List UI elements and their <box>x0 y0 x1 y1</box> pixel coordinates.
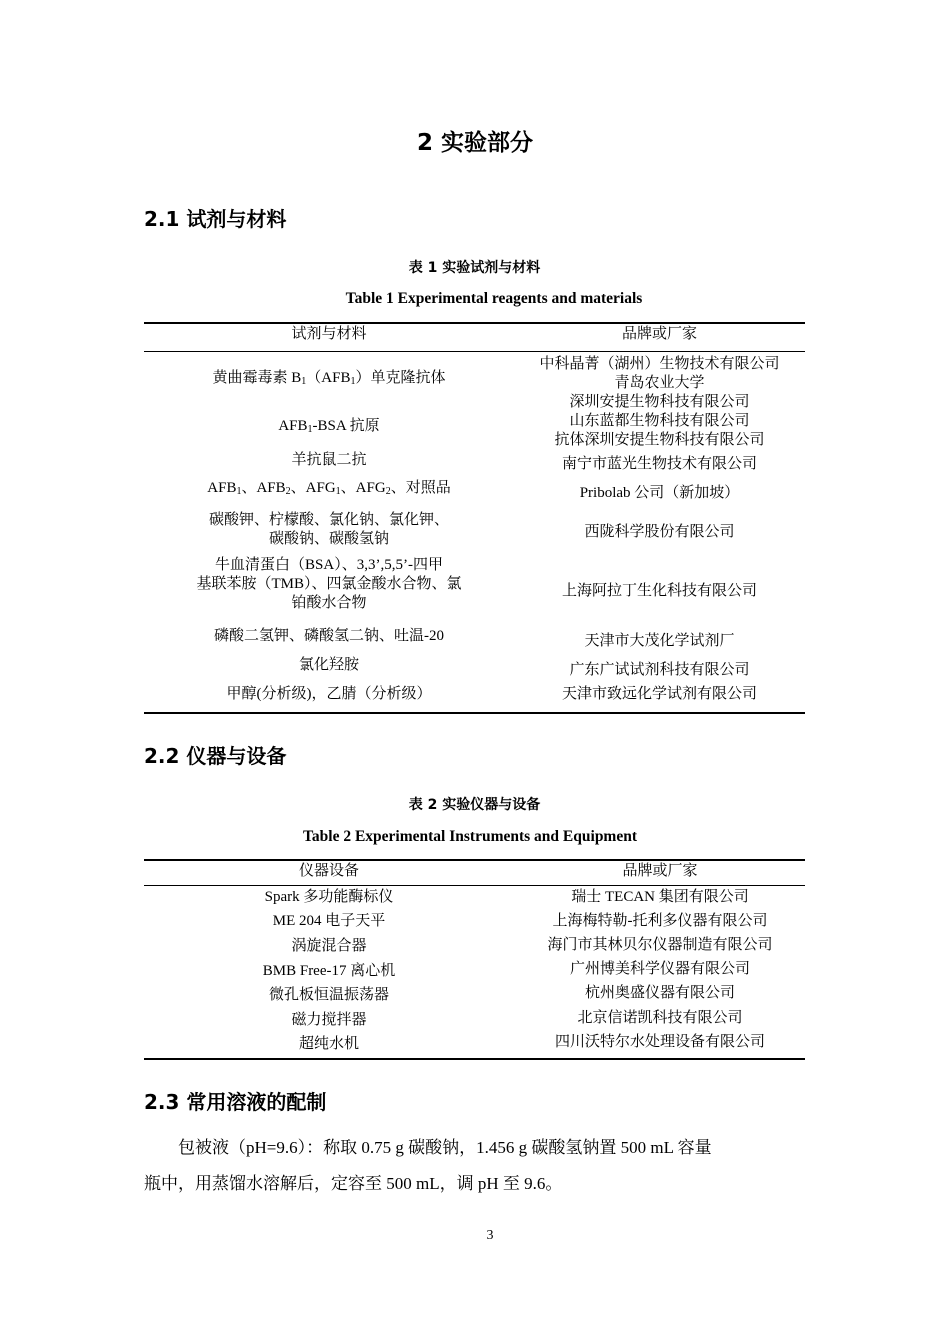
table-2-top-rule <box>144 859 805 861</box>
section-heading-instruments: 2.2 仪器与设备 <box>144 744 287 768</box>
table-1-row-2-brand <box>514 412 805 450</box>
table-1-cell-text: 广东广试试剂科技有限公司 <box>569 662 750 678</box>
table-1-row-3-brand <box>514 455 805 474</box>
table-2-row-6-instrument: 磁力搅拌器 <box>291 1012 367 1028</box>
table-2-row-2-brand: 上海梅特勒-托利多仪器有限公司 <box>552 913 768 929</box>
table-1-row-8-brand <box>514 661 805 680</box>
table-1-header-brand: 品牌或厂家 <box>621 326 697 342</box>
table-1-cell-text: 上海阿拉丁生化科技有限公司 <box>561 583 757 599</box>
table-1-cell-text: 天津市致远化学试剂有限公司 <box>561 686 757 702</box>
table-1-cell-text: 牛血清蛋白（BSA）、3,3’,5,5’-四甲 <box>215 557 443 573</box>
table-2-header-brand: 品牌或厂家 <box>622 863 698 879</box>
table-1-row-9-reagent <box>144 685 514 704</box>
table-2-bottom-rule <box>144 1058 805 1060</box>
table-1-cell-text: Pribolab 公司（新加坡） <box>579 485 740 501</box>
table-1-cell-text: 氯化羟胺 <box>298 657 359 673</box>
table-1-cell-text: 西陇科学股份有限公司 <box>584 524 735 540</box>
chapter-title: 2 实验部分 <box>416 130 533 156</box>
paragraph-line: 包被液（pH=9.6）：称取 0.75 g 碳酸钠，1.456 g 碳酸氢钠置 500 mL 容量 <box>178 1138 712 1157</box>
table-1-row-1-brand <box>514 355 805 412</box>
body-paragraph <box>144 1130 805 1202</box>
table-1-row-7-brand <box>514 632 805 651</box>
table-1-cell-text: $AFB_1$、$AFB_2$、$AFG_1$、$AFG_2$、对照品 <box>207 480 451 497</box>
table-1-cell-text: 中科晶菁（湖州）生物技术有限公司 <box>539 356 780 372</box>
table-1-row-2-reagent <box>144 417 514 439</box>
table-2-caption-cn: 表 2 实验仪器与设备 <box>408 797 541 813</box>
table-2-row-2-instrument: ME 204 电子天平 <box>272 913 386 929</box>
table-1-row-1-reagent <box>144 369 514 391</box>
table-1-header-reagent: 试剂与材料 <box>291 326 367 342</box>
section-heading-reagents: 2.1 试剂与材料 <box>144 207 287 231</box>
table-1-cell-text: $AFB_1$-BSA 抗原 <box>278 418 380 435</box>
table-1-cell-text: 磷酸二氢钾、磷酸氢二钠、吐温-20 <box>214 628 444 644</box>
table-2-row-3-instrument: 涡旋混合器 <box>291 938 367 954</box>
table-2-row-7-instrument: 超纯水机 <box>298 1036 359 1052</box>
table-1-cell-text: 抗体深圳安提生物科技有限公司 <box>554 432 765 448</box>
table-2-row-1-instrument: Spark 多功能酶标仪 <box>264 889 394 905</box>
table-1-cell-text: 青岛农业大学 <box>614 375 705 391</box>
page-number: 3 <box>486 1228 494 1243</box>
table-1-caption-en: Table 1 Experimental reagents and materials <box>345 290 643 307</box>
table-1-cell-text: 深圳安提生物科技有限公司 <box>569 394 750 410</box>
table-1-top-rule <box>144 322 805 324</box>
table-2-row-6-brand: 北京信诺凯科技有限公司 <box>577 1010 743 1026</box>
table-1-row-8-reagent <box>144 656 514 675</box>
table-2-header-instrument: 仪器设备 <box>298 863 359 879</box>
table-2-caption-en: Table 2 Experimental Instruments and Equipment <box>302 828 638 845</box>
table-1-caption-cn: 表 1 实验试剂与材料 <box>408 260 541 276</box>
table-1-cell-text: 黄曲霉毒素 $B_1(AFB_1)$单克隆抗体 <box>212 370 446 387</box>
table-2-row-7-brand: 四川沃特尔水处理设备有限公司 <box>554 1034 765 1050</box>
table-1-cell-text: 甲醇(分析级)，乙腈（分析级） <box>226 686 432 702</box>
table-1-cell-text: 碳酸钾、柠檬酸、氯化钠、氯化钾、 <box>208 512 449 528</box>
table-1-row-5-brand <box>514 523 805 542</box>
table-2-row-1-brand: 瑞士 TECAN 集团有限公司 <box>571 889 749 905</box>
table-1-cell-text: 山东蓝都生物科技有限公司 <box>569 413 750 429</box>
table-1-cell-text: 羊抗鼠二抗 <box>291 452 367 468</box>
table-1-row-9-brand <box>514 685 805 704</box>
table-1-bottom-rule <box>144 712 805 714</box>
table-1-cell-text: 天津市大茂化学试剂厂 <box>584 633 735 649</box>
table-1-cell-text: 南宁市蓝光生物技术有限公司 <box>561 456 757 472</box>
table-1-row-5-reagent <box>144 511 514 549</box>
table-1-cell-text: 基联苯胺（TMB）、四氯金酸水合物、氯 <box>196 576 462 592</box>
table-1-cell-text: 碳酸钠、碳酸氢钠 <box>268 531 389 547</box>
table-1-row-4-reagent <box>144 479 514 501</box>
table-1-row-6-reagent <box>144 556 514 613</box>
table-1-cell-text: 铂酸水合物 <box>291 595 367 611</box>
table-1-row-3-reagent <box>144 451 514 470</box>
table-1-row-7-reagent <box>144 627 514 646</box>
table-1-row-6-brand <box>514 582 805 601</box>
paragraph-line: 瓶中，用蒸馏水溶解后，定容至 500 mL，调 pH 至 9.6。 <box>144 1174 563 1193</box>
table-1-header-rule <box>144 351 805 352</box>
table-2-row-5-brand: 杭州奥盛仪器有限公司 <box>584 985 735 1001</box>
table-1-row-4-brand <box>514 484 805 503</box>
table-2-row-5-instrument: 微孔板恒温振荡器 <box>268 987 389 1003</box>
table-2-row-4-instrument: BMB Free-17 离心机 <box>262 963 396 979</box>
section-heading-solutions: 2.3 常用溶液的配制 <box>144 1090 327 1114</box>
table-2-row-4-brand: 广州博美科学仪器有限公司 <box>569 961 750 977</box>
table-2-header-rule <box>144 885 805 886</box>
table-2-row-3-brand: 海门市其林贝尔仪器制造有限公司 <box>547 937 773 953</box>
